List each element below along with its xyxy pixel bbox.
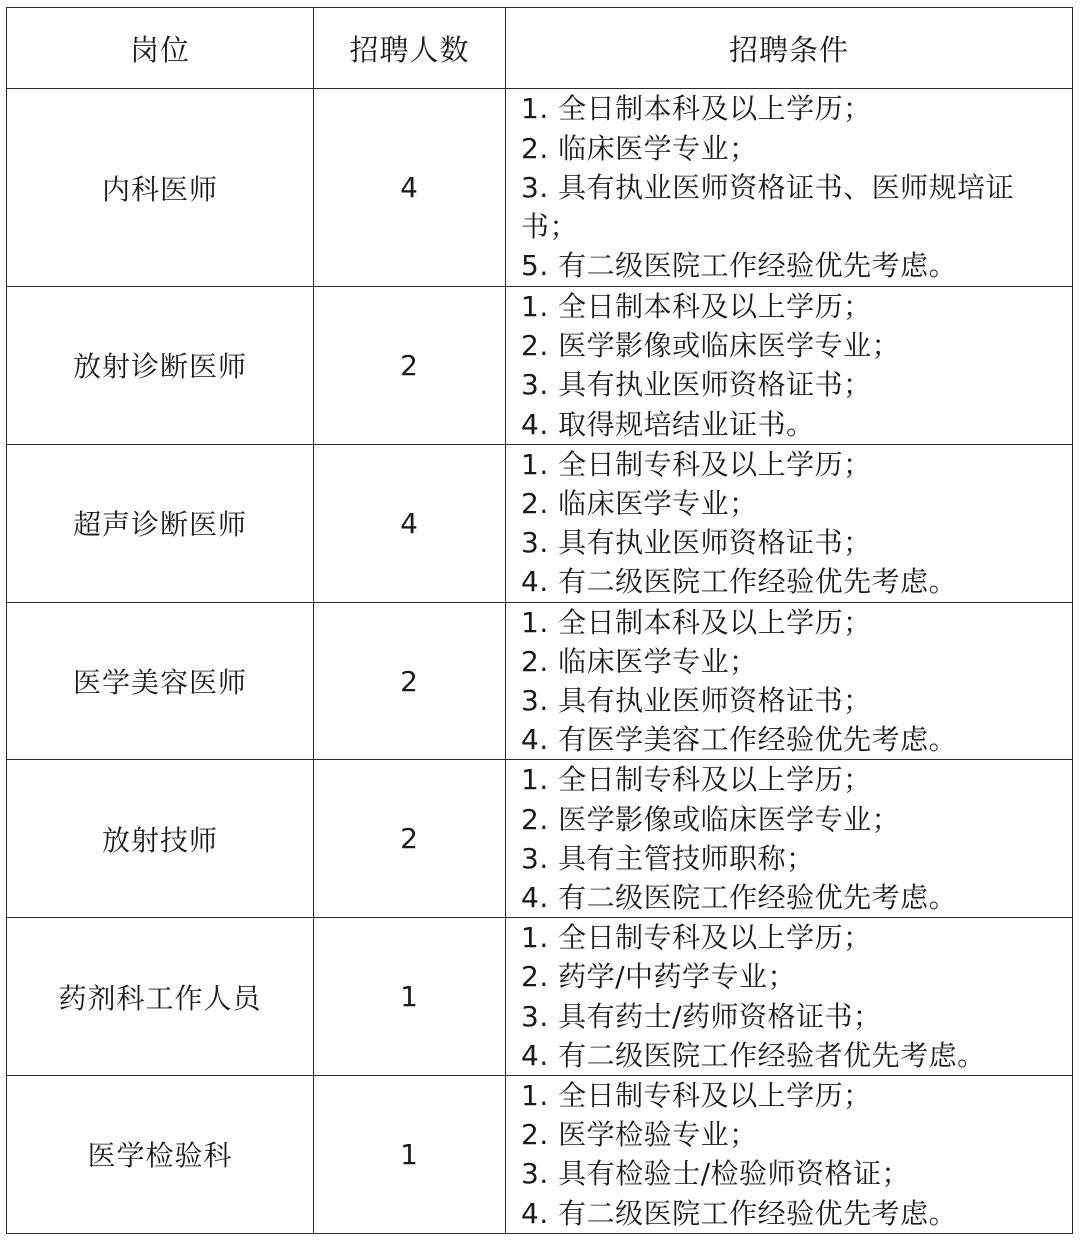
position-cell: 超声诊断医师 <box>7 444 314 602</box>
count-cell: 4 <box>314 89 506 287</box>
requirements-cell <box>506 760 1073 918</box>
requirement-item: 2. 临床医学专业； <box>521 644 758 678</box>
requirement-item: 2. 临床医学专业； <box>521 487 758 521</box>
position-cell: 医学美容医师 <box>7 602 314 760</box>
requirements-cell <box>506 602 1073 760</box>
table-row <box>7 1076 1073 1234</box>
requirement-item: 1. 全日制专科及以上学历； <box>521 1079 872 1113</box>
requirement-item: 1. 全日制本科及以上学历； <box>521 290 872 323</box>
requirement-item: 4. 有二级医院工作经验优先考虑。 <box>521 1196 958 1230</box>
position-cell: 放射诊断医师 <box>7 287 314 445</box>
requirement-item: 3. 具有药士/药师资格证书； <box>521 999 882 1033</box>
requirement-item: 4. 取得规培结业证书。 <box>521 407 815 441</box>
requirement-item: 2. 医学检验专业； <box>521 1118 758 1152</box>
requirement-item: 4. 有二级医院工作经验者优先考虑。 <box>521 1038 986 1072</box>
position-cell: 内科医师 <box>7 89 314 287</box>
count-cell: 2 <box>314 760 506 918</box>
count-cell: 1 <box>314 1076 506 1234</box>
requirement-item: 3. 具有执业医师资格证书； <box>521 684 872 718</box>
requirement-item: 4. 有二级医院工作经验优先考虑。 <box>521 881 958 915</box>
table-row <box>7 444 1073 602</box>
requirements-cell <box>506 1076 1073 1234</box>
requirement-item: 5. 有二级医院工作经验优先考虑。 <box>521 249 958 283</box>
position-cell: 药剂科工作人员 <box>7 918 314 1076</box>
header-requirements: 招聘条件 <box>506 8 1073 89</box>
count-cell: 1 <box>314 918 506 1076</box>
requirement-item: 1. 全日制专科及以上学历； <box>521 447 872 481</box>
count-cell: 4 <box>314 444 506 602</box>
recruitment-table <box>6 7 1073 1234</box>
table-header-row <box>7 8 1073 89</box>
requirement-item: 1. 全日制本科及以上学历； <box>521 92 872 126</box>
requirement-item: 4. 有医学美容工作经验优先考虑。 <box>521 723 958 757</box>
header-position: 岗位 <box>7 8 314 89</box>
requirement-item: 1. 全日制本科及以上学历； <box>521 605 872 639</box>
count-cell: 2 <box>314 602 506 760</box>
requirement-item: 2. 药学/中药学专业； <box>521 960 797 994</box>
table-row <box>7 760 1073 918</box>
table-row <box>7 89 1073 287</box>
table-row <box>7 918 1073 1076</box>
requirement-item: 2. 临床医学专业； <box>521 131 758 165</box>
requirement-item: 3. 具有执业医师资格证书； <box>521 368 872 402</box>
requirements-cell <box>506 89 1073 287</box>
requirements-cell <box>506 444 1073 602</box>
requirement-item: 3. 具有检验士/检验师资格证； <box>521 1157 911 1191</box>
requirement-item: 3. 具有执业医师资格证书、医师规培证书； <box>521 170 1015 244</box>
requirement-item: 1. 全日制专科及以上学历； <box>521 921 872 955</box>
requirement-item: 3. 具有执业医师资格证书； <box>521 526 872 560</box>
requirement-item: 1. 全日制专科及以上学历； <box>521 763 872 797</box>
requirement-item: 2. 医学影像或临床医学专业； <box>521 329 901 363</box>
position-cell: 医学检验科 <box>7 1076 314 1234</box>
requirement-item: 2. 医学影像或临床医学专业； <box>521 802 901 836</box>
header-count: 招聘人数 <box>314 8 506 89</box>
count-cell: 2 <box>314 287 506 445</box>
table-row <box>7 602 1073 760</box>
position-cell: 放射技师 <box>7 760 314 918</box>
requirements-cell <box>506 287 1073 445</box>
requirement-item: 3. 具有主管技师职称； <box>521 841 815 875</box>
table-row <box>7 287 1073 445</box>
requirement-item: 4. 有二级医院工作经验优先考虑。 <box>521 565 958 599</box>
requirements-cell <box>506 918 1073 1076</box>
